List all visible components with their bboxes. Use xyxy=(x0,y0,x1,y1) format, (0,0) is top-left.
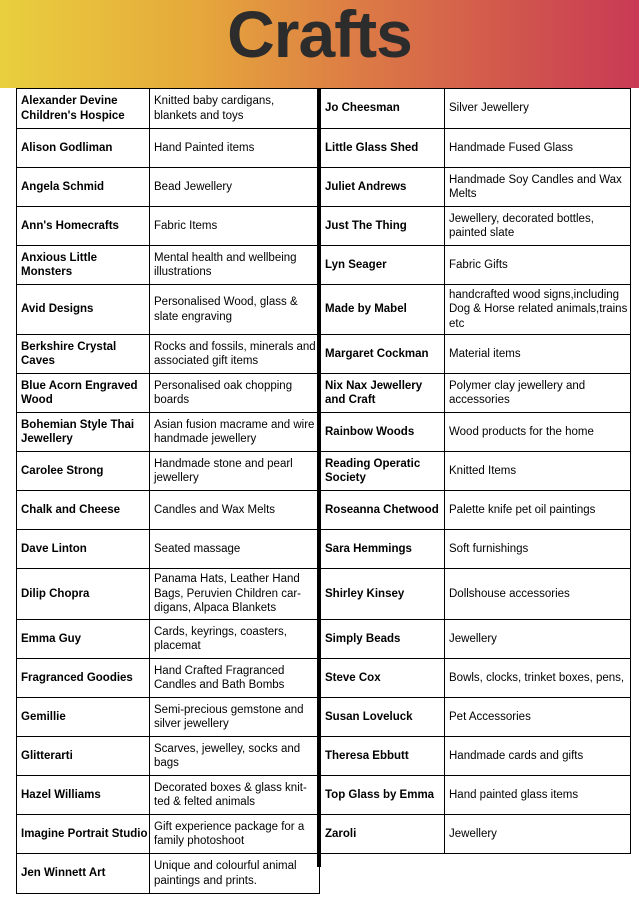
stallholder-description: Handmade Soy Candles and Wax Melts xyxy=(445,168,631,207)
right-stallholder-table xyxy=(320,88,631,854)
stallholder-description: Palette knife pet oil paintings xyxy=(445,491,631,530)
stallholder-row xyxy=(17,246,320,285)
stallholder-row xyxy=(321,491,631,530)
stallholder-row xyxy=(321,659,631,698)
stallholder-name: Nix Nax Jewellery and Craft xyxy=(321,374,445,413)
stallholder-description: Hand Painted items xyxy=(150,129,320,168)
stallholder-description: Dollshouse accessories xyxy=(445,569,631,620)
stallholder-description: Jewellery xyxy=(445,815,631,854)
stallholder-name: Gemillie xyxy=(17,698,150,737)
stallholder-description: Candles and Wax Melts xyxy=(150,491,320,530)
stallholder-name: Dilip Chopra xyxy=(17,569,150,620)
stallholder-row xyxy=(321,620,631,659)
title-banner xyxy=(0,0,639,88)
stallholder-row xyxy=(17,659,320,698)
stallholder-row xyxy=(321,569,631,620)
stallholder-row xyxy=(17,698,320,737)
stallholder-name: Just The Thing xyxy=(321,207,445,246)
stallholder-description: Knitted baby cardigans, blankets and toys xyxy=(150,89,320,129)
stallholder-name: Theresa Ebbutt xyxy=(321,737,445,776)
stallholder-name: Susan Loveluck xyxy=(321,698,445,737)
stallholder-row xyxy=(321,530,631,569)
stallholder-name: Zaroli xyxy=(321,815,445,854)
stallholder-row xyxy=(321,335,631,374)
stallholder-row xyxy=(321,413,631,452)
stallholder-row xyxy=(17,452,320,491)
stallholder-name: Juliet Andrews xyxy=(321,168,445,207)
stallholder-description: Bead Jewellery xyxy=(150,168,320,207)
stallholder-name: Emma Guy xyxy=(17,620,150,659)
stallholder-row xyxy=(17,815,320,854)
stallholder-description: Asian fusion macrame and wire handmade jewellery xyxy=(150,413,320,452)
stallholder-name: Margaret Cockman xyxy=(321,335,445,374)
stallholder-name: Top Glass by Emma xyxy=(321,776,445,815)
stallholder-row xyxy=(321,815,631,854)
stallholder-description: handcrafted wood signs,including Dog & Horse related animals,trains etc xyxy=(445,285,631,335)
stallholder-name: Roseanna Chetwood xyxy=(321,491,445,530)
stallholder-description: Wood products for the home xyxy=(445,413,631,452)
stallholder-description: Gift experience package for a family photoshoot xyxy=(150,815,320,854)
stallholder-name: Jen Winnett Art xyxy=(17,854,150,894)
stallholder-description: Knitted Items xyxy=(445,452,631,491)
stallholder-description: Rocks and fossils, minerals and associated gift items xyxy=(150,335,320,374)
stallholder-name: Rainbow Woods xyxy=(321,413,445,452)
stallholder-description: Material items xyxy=(445,335,631,374)
stallholder-description: Hand painted glass items xyxy=(445,776,631,815)
stallholder-description: Jewellery xyxy=(445,620,631,659)
stallholder-row xyxy=(321,776,631,815)
stallholder-name: Glitterarti xyxy=(17,737,150,776)
stallholder-row xyxy=(17,413,320,452)
stallholder-description: Bowls, clocks, trinket boxes, pens, xyxy=(445,659,631,698)
stallholder-name: Sara Hemmings xyxy=(321,530,445,569)
stallholder-row xyxy=(321,737,631,776)
stallholder-row xyxy=(17,776,320,815)
stallholder-row xyxy=(17,737,320,776)
stallholder-name: Jo Cheesman xyxy=(321,89,445,129)
stallholder-name: Dave Linton xyxy=(17,530,150,569)
stallholder-description: Semi-precious gemstone and silver jewellery xyxy=(150,698,320,737)
stallholder-name: Hazel Williams xyxy=(17,776,150,815)
stallholder-description: Cards, keyrings, coasters, placemat xyxy=(150,620,320,659)
stallholder-description: Seated massage xyxy=(150,530,320,569)
stallholder-description: Polymer clay jewellery and accessories xyxy=(445,374,631,413)
left-stallholder-table xyxy=(16,88,320,894)
stallholder-row xyxy=(321,374,631,413)
stallholder-description: Personalised oak chopping boards xyxy=(150,374,320,413)
stallholder-row xyxy=(17,854,320,894)
stallholder-row xyxy=(321,89,631,129)
stallholder-row xyxy=(321,129,631,168)
stallholder-row xyxy=(17,530,320,569)
stallholder-description: Decorated boxes & glass knit-ted & felted animals xyxy=(150,776,320,815)
stallholder-name: Avid Designs xyxy=(17,285,150,335)
stallholder-name: Shirley Kinsey xyxy=(321,569,445,620)
stallholder-row xyxy=(321,698,631,737)
stallholder-row xyxy=(17,335,320,374)
stallholder-name: Carolee Strong xyxy=(17,452,150,491)
stallholder-description: Panama Hats, Leather Hand Bags, Peruvien Children car-digans, Alpaca Blankets xyxy=(150,569,320,620)
stallholder-name: Chalk and Cheese xyxy=(17,491,150,530)
stallholder-name: Alexander Devine Children's Hospice xyxy=(17,89,150,129)
stallholder-description: Scarves, jewelley, socks and bags xyxy=(150,737,320,776)
stallholder-description: Jewellery, decorated bottles, painted slate xyxy=(445,207,631,246)
stallholder-row xyxy=(17,129,320,168)
stallholder-row xyxy=(17,569,320,620)
stallholder-description: Silver Jewellery xyxy=(445,89,631,129)
stallholder-row xyxy=(17,168,320,207)
stallholder-name: Imagine Portrait Studio xyxy=(17,815,150,854)
stallholder-row xyxy=(321,285,631,335)
stallholder-name: Little Glass Shed xyxy=(321,129,445,168)
stallholder-description: Fabric Gifts xyxy=(445,246,631,285)
stallholder-row xyxy=(17,374,320,413)
stallholder-row xyxy=(321,246,631,285)
stallholder-row xyxy=(17,285,320,335)
stallholder-description: Handmade Fused Glass xyxy=(445,129,631,168)
stallholder-row xyxy=(17,89,320,129)
stallholder-row xyxy=(321,168,631,207)
stallholder-row xyxy=(17,491,320,530)
stallholder-name: Angela Schmid xyxy=(17,168,150,207)
stallholder-row xyxy=(321,207,631,246)
stallholder-description: Fabric Items xyxy=(150,207,320,246)
stallholder-description: Unique and colourful animal paintings and prints. xyxy=(150,854,320,894)
page-title: Crafts xyxy=(227,0,412,71)
stallholder-description: Soft furnishings xyxy=(445,530,631,569)
stallholder-row xyxy=(17,620,320,659)
stallholder-description: Hand Crafted Fragranced Candles and Bath Bombs xyxy=(150,659,320,698)
stallholder-name: Steve Cox xyxy=(321,659,445,698)
stallholder-row xyxy=(17,207,320,246)
stallholder-name: Fragranced Goodies xyxy=(17,659,150,698)
stallholder-name: Berkshire Crystal Caves xyxy=(17,335,150,374)
stallholder-name: Anxious Little Monsters xyxy=(17,246,150,285)
stallholder-name: Simply Beads xyxy=(321,620,445,659)
stallholder-name: Lyn Seager xyxy=(321,246,445,285)
stallholder-description: Handmade stone and pearl jewellery xyxy=(150,452,320,491)
stallholder-description: Handmade cards and gifts xyxy=(445,737,631,776)
stallholder-row xyxy=(321,452,631,491)
stallholder-description: Pet Accessories xyxy=(445,698,631,737)
stallholder-name: Ann's Homecrafts xyxy=(17,207,150,246)
stallholder-name: Reading Operatic Society xyxy=(321,452,445,491)
stallholder-name: Made by Mabel xyxy=(321,285,445,335)
stallholder-description: Personalised Wood, glass & slate engraving xyxy=(150,285,320,335)
stallholder-name: Bohemian Style Thai Jewellery xyxy=(17,413,150,452)
stallholder-name: Alison Godliman xyxy=(17,129,150,168)
stallholder-name: Blue Acorn Engraved Wood xyxy=(17,374,150,413)
stallholder-description: Mental health and wellbeing illustrations xyxy=(150,246,320,285)
